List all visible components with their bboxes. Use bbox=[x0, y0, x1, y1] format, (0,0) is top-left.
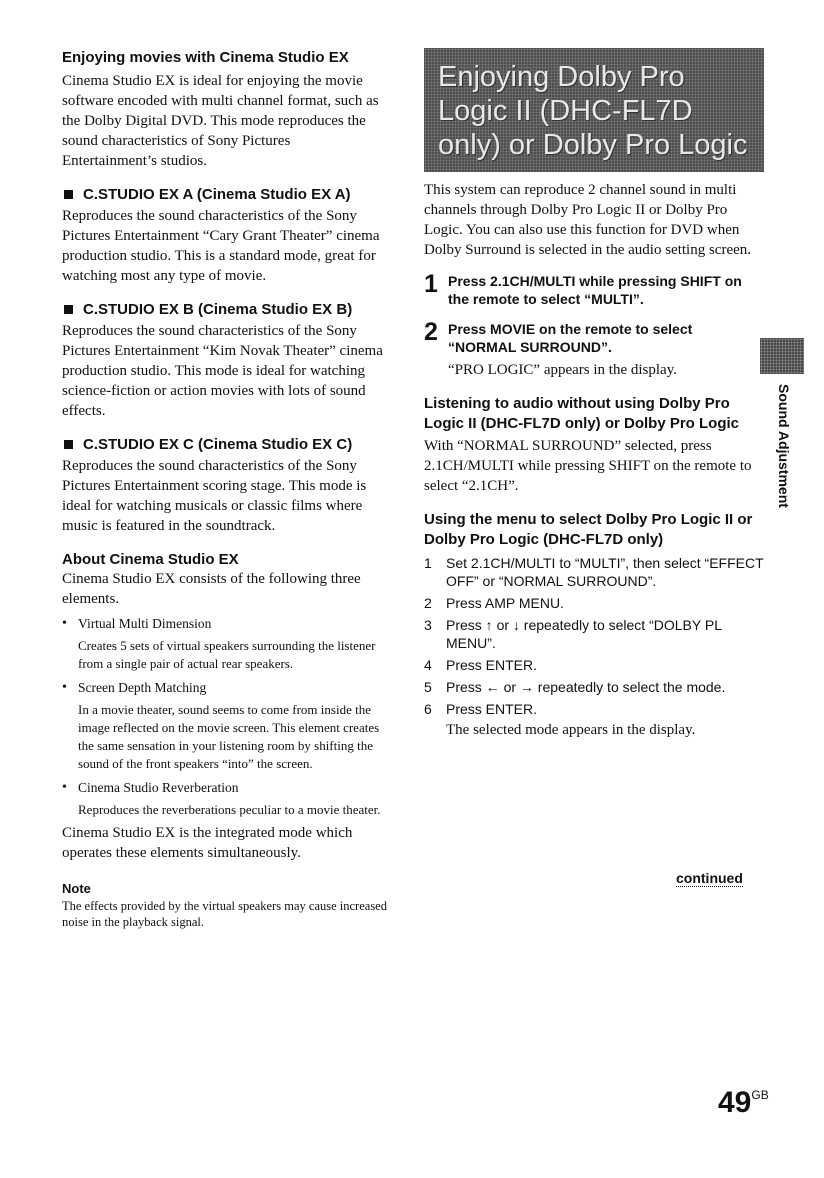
menu-step bbox=[424, 616, 764, 652]
mode-description: Reproduces the sound characteristics of the Sony Pictures Entertainment “Cary Grant Theater” cinema production studio. This is a standard mode, great for watching most any type of movie. bbox=[62, 208, 380, 284]
bullet-square-icon bbox=[64, 440, 73, 449]
element-item bbox=[62, 615, 387, 633]
element-label: Screen Depth Matching bbox=[78, 680, 207, 695]
section-tab-text: Sound Adjustment bbox=[776, 384, 792, 508]
menu-step bbox=[424, 554, 764, 590]
element-description: Reproduces the reverberations peculiar to a movie theater. bbox=[78, 802, 381, 817]
menu-step-number: 2 bbox=[424, 595, 432, 611]
menu-step-text: Press AMP MENU. bbox=[446, 595, 564, 611]
mode-description: Reproduces the sound characteristics of the Sony Pictures Entertainment scoring stage. This mode is ideal for watching musicals or classic films where music is featured in the soundtrack. bbox=[62, 458, 367, 534]
pro-logic-intro: This system can reproduce 2 channel sound in multi channels through Dolby Pro Logic II or Dolby Pro Logic. You can also use this function for DVD when Dolby Surround is selected in the audio setting screen. bbox=[424, 182, 752, 258]
bullet-dot-icon: • bbox=[62, 680, 67, 695]
mode-a bbox=[62, 185, 387, 286]
step-number: 2 bbox=[424, 318, 438, 346]
page-number-value: 49 bbox=[718, 1086, 752, 1119]
section-tab-label bbox=[774, 384, 794, 544]
page-number-suffix: GB bbox=[751, 1088, 769, 1102]
element-item bbox=[62, 779, 387, 797]
element-label: Cinema Studio Reverberation bbox=[78, 780, 239, 795]
bullet-dot-icon: • bbox=[62, 780, 67, 795]
mode-title: C.STUDIO EX B (Cinema Studio EX B) bbox=[83, 301, 353, 318]
menu-step bbox=[424, 678, 764, 696]
menu-title: Using the menu to select Dolby Pro Logic II or Dolby Pro Logic (DHC-FL7D only) bbox=[424, 511, 753, 548]
mode-description: Reproduces the sound characteristics of the Sony Pictures Entertainment “Kim Novak Theater” cinema production studio. This mode is ideal for watching science-fiction or action movies with lots of sound effects. bbox=[62, 323, 383, 419]
mode-title: C.STUDIO EX A (Cinema Studio EX A) bbox=[83, 186, 351, 203]
menu-step-number: 5 bbox=[424, 679, 432, 695]
step-1 bbox=[424, 272, 764, 308]
about-outro: Cinema Studio EX is the integrated mode which operates these elements simultaneously. bbox=[62, 825, 353, 861]
menu-step-number: 3 bbox=[424, 617, 432, 633]
right-column bbox=[424, 48, 764, 740]
step-text: Press MOVIE on the remote to select “NORMAL SURROUND”. bbox=[448, 321, 693, 355]
step-text: Press 2.1CH/MULTI while pressing SHIFT on the remote to select “MULTI”. bbox=[448, 273, 742, 307]
menu-final: The selected mode appears in the display. bbox=[446, 722, 696, 738]
menu-step-text: Press ENTER. bbox=[446, 657, 538, 673]
menu-step-number: 4 bbox=[424, 657, 432, 673]
about-title: About Cinema Studio EX bbox=[62, 551, 239, 568]
section-title: Enjoying movies with Cinema Studio EX bbox=[62, 49, 349, 66]
menu-step-text: Press ← or → repeatedly to select the mode. bbox=[446, 679, 726, 695]
listen-title: Listening to audio without using Dolby Pro Logic II (DHC-FL7D only) or Dolby Pro Logic bbox=[424, 395, 739, 432]
mode-title: C.STUDIO EX C (Cinema Studio EX C) bbox=[83, 436, 353, 453]
bullet-square-icon bbox=[64, 305, 73, 314]
menu-step-text: Press ENTER. bbox=[446, 701, 538, 717]
menu-step bbox=[424, 594, 764, 612]
listen-text: With “NORMAL SURROUND” selected, press 2.1CH/MULTI while pressing SHIFT on the remote to select “2.1CH”. bbox=[424, 438, 752, 494]
element-description: Creates 5 sets of virtual speakers surrounding the listener from a single pair of actual rear speakers. bbox=[78, 638, 376, 671]
continued-label: continued bbox=[676, 870, 743, 886]
menu-step-number: 1 bbox=[424, 555, 432, 571]
mode-b bbox=[62, 300, 387, 421]
left-column bbox=[62, 48, 387, 930]
page-number bbox=[718, 1086, 769, 1120]
note-title: Note bbox=[62, 881, 91, 896]
element-description: In a movie theater, sound seems to come from inside the image reflected on the movie screen. This element creates the same sensation in your listening room by shifting the sound of the front speakers “into” the screen. bbox=[78, 702, 380, 771]
menu-step bbox=[424, 700, 764, 718]
step-detail: “PRO LOGIC” appears in the display. bbox=[448, 362, 677, 378]
intro-paragraph: Cinema Studio EX is ideal for enjoying the movie software encoded with multi channel format, such as the Dolby Digital DVD. This mode reproduces the sound characteristics of Sony Pictures Entertainment’s studios. bbox=[62, 73, 379, 169]
bullet-square-icon bbox=[64, 190, 73, 199]
about-intro: Cinema Studio EX consists of the following three elements. bbox=[62, 571, 361, 607]
element-item bbox=[62, 679, 387, 697]
step-number: 1 bbox=[424, 270, 438, 298]
menu-step-number: 6 bbox=[424, 701, 432, 717]
step-2 bbox=[424, 320, 764, 380]
note-text: The effects provided by the virtual speakers may cause increased noise in the playback signal. bbox=[62, 899, 387, 929]
mode-c bbox=[62, 435, 387, 536]
section-banner: Enjoying Dolby Pro Logic II (DHC-FL7D only) or Dolby Pro Logic bbox=[424, 48, 764, 172]
menu-step-text: Press ↑ or ↓ repeatedly to select “DOLBY PL MENU”. bbox=[446, 617, 722, 651]
section-tab-marker bbox=[760, 338, 804, 374]
bullet-dot-icon: • bbox=[62, 616, 67, 631]
menu-step-text: Set 2.1CH/MULTI to “MULTI”, then select “EFFECT OFF” or “NORMAL SURROUND”. bbox=[446, 555, 764, 589]
menu-step bbox=[424, 656, 764, 674]
element-label: Virtual Multi Dimension bbox=[78, 616, 212, 631]
